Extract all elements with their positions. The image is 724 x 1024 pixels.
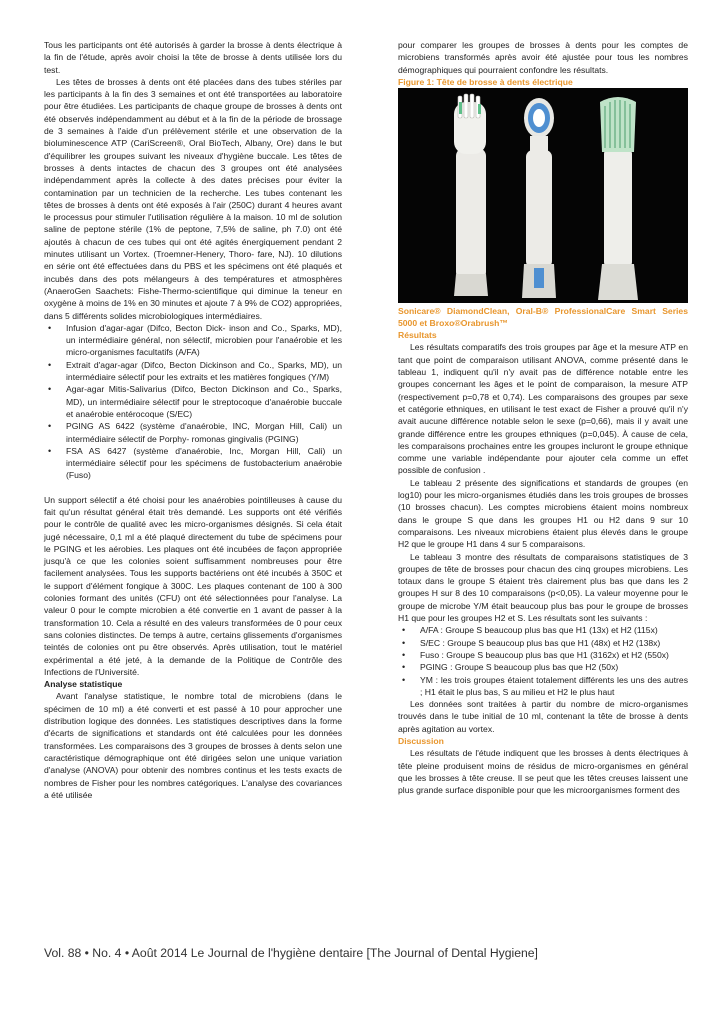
sonicare-head	[454, 94, 488, 296]
media-item: • PGING AS 6422 (système d'anaérobie, INC, Morgan Hill, Cali) un intermédiaire sélectif de Porphy- romonas gingivalis (PGING)	[44, 420, 342, 445]
paragraph-discussion: Les résultats de l'étude indiquent que les brosses à dents électriques à tête pleine produisent moins de résidus de micro-organismes en général que les brosses à tête creuse. Il se peut que les têtes creuses laissent une plus grande surface disponible pour que les microorganismes forment des	[398, 748, 688, 796]
paragraph-comparison: pour comparer les groupes de brosses à dents pour les comptes de microbiens transformés après avoir été ajustée pour tous les nombres démographiques qui pourraient confondre les résultats.	[398, 40, 688, 75]
figure-title: Figure 1: Tête de brosse à dents électrique	[398, 76, 573, 87]
result-item: • A/FA : Groupe S beaucoup plus bas que H1 (13x) et H2 (115x)	[398, 624, 688, 636]
media-item: • Agar-agar Mitis-Salivarius (Difco, Becton Dickinson and Co., Sparks, MD), un intermédiaire sélectif pour le streptocoque d'anaérobie buccale et anaérobie entérocoque (S/EC)	[44, 383, 342, 420]
heading-statistical-analysis: Analyse statistique	[44, 679, 123, 690]
media-item: • Extrait d'agar-agar (Difco, Becton Dickinson and Co., Sparks, MD), un intermédiaire sélectif pour les extraits et les matières fongiques (Y/M)	[44, 359, 342, 384]
media-list	[44, 322, 342, 482]
results-list	[398, 624, 688, 698]
paragraph-participants: Tous les participants ont été autorisés à garder la brosse à dents électrique à la fin de l'étude, après avoir choisi la tête de brosse à dents utilisée lors du test.	[44, 40, 342, 75]
figure-caption: Sonicare® DiamondClean, Oral-B® ProfessionalCare Smart Series 5000 et Broxo®Orabrush™	[398, 306, 688, 329]
paragraph-table-3: Le tableau 3 montre des résultats de comparaisons statistiques de 3 groupes de tête de brosses pour chacun des cinq groupes microbiens. Les totaux dans le groupe S étaient très clairement plus bas que dans les 2 groupes H sur 8 des 10 comparaisons (p<0,05). La valeur moyenne pour le groupe de microbe Y/M était beaucoup plus bas pour le groupe de brosses H1 que pour les groupes H2 et S. Les résultats sont les suivants :	[398, 551, 688, 624]
result-item: • PGING : Groupe S beaucoup plus bas que H2 (50x)	[398, 661, 688, 673]
oral-b-head	[522, 98, 556, 298]
right-column	[398, 39, 688, 796]
result-item: • S/EC : Groupe S beaucoup plus bas que H1 (48x) et H2 (138x)	[398, 637, 688, 649]
left-column	[44, 39, 342, 801]
media-item: • FSA AS 6427 (système d'anaérobie, Inc, Morgan Hill, Cali) un intermédiaire sélectif pour les spécimens de fustobacterium anaérobie (Fuso)	[44, 445, 342, 482]
orabrush-head	[598, 97, 638, 300]
heading-discussion: Discussion	[398, 735, 444, 746]
media-item: • Infusion d'agar-agar (Difco, Becton Dick- inson and Co., Sparks, MD), un intermédiaire général, non sélectif, microbien pour l'anaérobie et les micro-organismes facultatifs (A/FA)	[44, 322, 342, 359]
toothbrush-heads-illustration	[398, 88, 688, 303]
page-footer: Vol. 88 • No. 4 • Août 2014 Le Journal de l'hygiène dentaire [The Journal of Dental Hygiene]	[44, 946, 538, 960]
paragraph-statistics: Avant l'analyse statistique, le nombre total de microbiens (dans le spécimen de 10 ml) a été converti et est passé à 10 pour approcher une distribution logique des données. Les statistiques descriptives dans la forme d'écarts de significations et standards ont été calculées pour les données transformées. Les comparaisons des 3 groupes de brosses à dents selon une caractéristique démographique ont été dirigées selon une unique variation d'analyse (ANOVA) pour obtenir des nombres continus et les tests exacts de nombres de Fisher pour les nombres catégoriques. L'analyse des covariances a été utilisée	[44, 691, 342, 800]
result-item: • YM : les trois groupes étaient totalement différents les uns des autres ; H1 était le plus bas, S au milieu et H2 le plus haut	[398, 674, 688, 699]
paragraph-results-age: Les résultats comparatifs des trois groupes par âge et la mesure ATP en tant que point de comparaison utilisant ANOVA, comme présenté dans le tableau 1, indiquent qu'il n'y avait pas de différence notable entre les groupes concernant les âges et le point de comparaison, la mesure ATP (respectivement p=0,78 et 0,74). Les comparaisons des groupes par sexe et catégorie ethniques, en utilisant le test exact de Fisher a prouvé qu'il n'y avait aucune différence notable selon le sexe (p=0,66), mais il y avait une grande différence entre les groupes ethniques (p=0,045). À cause de cela, les comparaisons prochaines entre les groupes incluront le groupe ethnique comme une variable indépendante pour ajouter cela comme un effet possible de confusion .	[398, 342, 688, 476]
paragraph-selective-support: Un support sélectif a été choisi pour les anaérobies pointilleuses à cause du fait qu'un résultat général était très demandé. Les supports ont été vérifiés pour le contrôle de qualité avec les micro-organismes désignés. Si cela était jugé nécessaire, 0,1 ml a été plaqué directement du tube de spécimens pour le PGING et les aérobies. Les plaques ont été incubées de façon appropriée jusqu'à ce que les colonies soient suffisamment nombreuses pour être facilement analysées. Tous les supports bactériens ont été incubés à 350C et le support d'élément fongique à 300C. Les plaques contenant de 100 à 300 colonies formant des unités (CFU) ont été sélectionnées pour l'analyse. La valeur 0 pour le compte microbien a été convertie en 1 avant de passer à la transformation 10. Cela a résulté en des valeurs transformées de 0 pour ceux sans colonies distinctes. De temps à autre, certains glissements d'organismes teintés de colonies ont pu être observés. Après utilisation, tout le matériel expérimental a été jeté, à la demande de la Politique de Contrôle des Infections de l'Université.	[44, 494, 342, 677]
heading-results: Résultats	[398, 330, 437, 341]
toothbrush-heads-photo	[398, 88, 688, 303]
paragraph-methods: Les têtes de brosses à dents ont été placées dans des tubes stériles par les participants à la fin des 3 semaines et ont été transportées au laboratoire pour être étudiées. Les participants de chaque groupe de brosses à dents ont été observés indépendamment au début et à la fin de la période de brossage de 3 semaines à l'aide d'un prélèvement stérile et une observation de la bioluminescence ATP (CariScreen®, Oral BioTech, Albany, Ore) dans le but d'équilibrer les groupes suivant les niveaux d'hygiène buccale. Les têtes de brosses à dents intactes de chacun des 3 groupes ont été analysées indépendamment après la collecte à des dates précises pour éviter la contamination par un technicien de la recherche. Les tubes contenant les têtes de brosses à dents ont été exposés à l'air (250C) durant 4 heures avant le processus pour stimuler l'utilisation régulière à la maison. 10 ml de solution saline de peptone stérile (1% de peptone, 7,5% de saline, ph 7.0) ont été ajoutés à chacun de ces tubes qui ont été agités énergiquement pendant 2 minutes utilisant un Vortex. (Troemner-Henery, Thoro- fare, NJ). 10 dilutions en série ont été effectuées dans du PBS et les spécimens ont été plaqués et incubés dans des pots mélangeurs à des températures et atmosphères (AnaeroGen Saachets: Fishe-Thermo-scientifique qui diminue la teneur en oxygène à moins de 1% en 30 minutes et ajoute 7 à 9% de CO2) appropriées, dans 5 différents solides microbiologiques intermédiaires.	[44, 76, 342, 321]
paragraph-table-2: Le tableau 2 présente des significations et standards de groupes (en log10) pour les micro-organismes étudiés dans les trois groupes de brosses (10 brosses chacun). Les comptes microbiens étaient moins nombreux dans le groupe S que dans les groupes H1 ou H2 dans 9 sur 10 comparaisons. Les niveaux microbiens étaient plus élevés dans le groupe H2 que le groupe H1 dans 4 sur 5 comparaisons.	[398, 477, 688, 550]
result-item: • Fuso : Groupe S beaucoup plus bas que H1 (3162x) et H2 (550x)	[398, 649, 688, 661]
paragraph-data-note: Les données sont traitées à partir du nombre de micro-organismes trouvés dans le tube initial de 10 ml, contenant la tête de brosse à dents après agitation au vortex.	[398, 699, 688, 734]
